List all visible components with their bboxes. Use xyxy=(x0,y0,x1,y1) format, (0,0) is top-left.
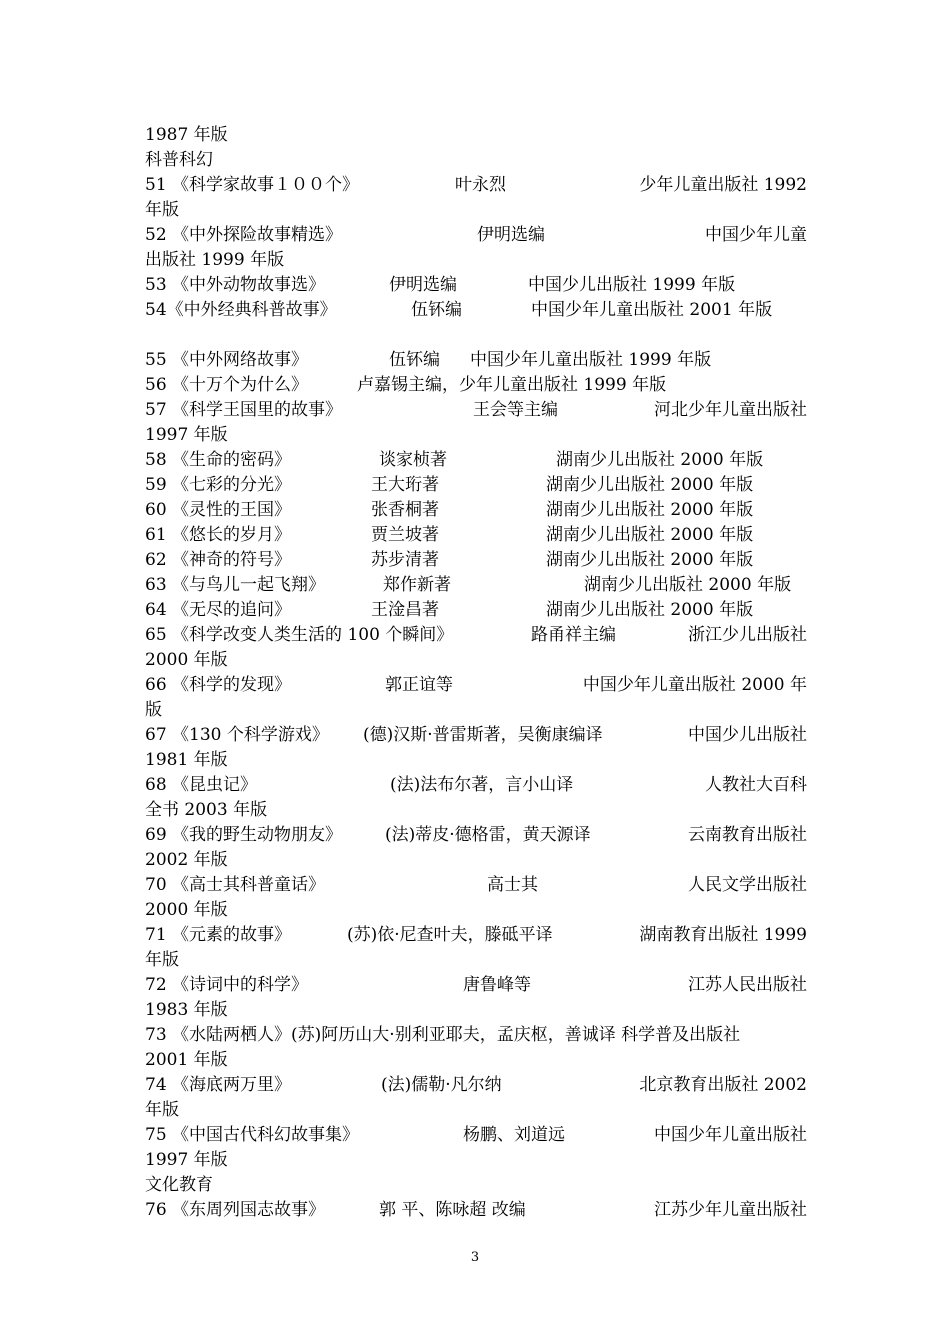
entry-publisher: 中国少年儿童出版社 xyxy=(654,1125,807,1145)
entry-title: 62 《神奇的符号》 xyxy=(145,550,292,570)
text-line xyxy=(145,373,807,398)
entry-title: 2002 年版 xyxy=(145,850,228,870)
entry-author: 伊明选编 xyxy=(389,275,457,295)
entry-title: 1997 年版 xyxy=(145,1150,228,1170)
entry-publisher: 少年儿童出版社 1992 xyxy=(639,175,807,195)
entry-title: 66 《科学的发现》 xyxy=(145,675,292,695)
entry-title: 2000 年版 xyxy=(145,900,228,920)
entry-title: 1997 年版 xyxy=(145,425,228,445)
entry-author: 伍钚编 xyxy=(411,300,462,320)
text-line xyxy=(145,1073,807,1098)
entry-author: (法)蒂皮·德格雷，黄天源译 xyxy=(385,825,591,845)
entry-title: 1987 年版 xyxy=(145,125,228,145)
text-line xyxy=(145,248,807,273)
text-line xyxy=(145,1173,807,1198)
entry-title: 56 《十万个为什么》 xyxy=(145,375,309,395)
entry-publisher: 江苏少年儿童出版社 xyxy=(654,1200,807,1220)
entry-title: 出版社 1999 年版 xyxy=(145,250,285,270)
entry-title: 65 《科学改变人类生活的 100 个瞬间》 xyxy=(145,625,454,645)
text-line xyxy=(145,848,807,873)
entry-title: 59 《七彩的分光》 xyxy=(145,475,292,495)
entry-title: 58 《生命的密码》 xyxy=(145,450,292,470)
entry-title: 55 《中外网络故事》 xyxy=(145,350,309,370)
text-line xyxy=(145,123,807,148)
text-line xyxy=(145,173,807,198)
text-line xyxy=(145,1123,807,1148)
entry-title: 版 xyxy=(145,700,162,720)
text-line xyxy=(145,148,807,173)
entry-author: (法)儒勒·凡尔纳 xyxy=(381,1075,502,1095)
text-line xyxy=(145,598,807,623)
entry-title: 68 《昆虫记》 xyxy=(145,775,258,795)
entry-publisher: 中国少年儿童出版社 2001 年版 xyxy=(531,300,773,320)
entry-title: 1983 年版 xyxy=(145,1000,228,1020)
entry-author: 叶永烈 xyxy=(455,175,506,195)
text-line xyxy=(145,723,807,748)
entry-publisher: 湖南少儿出版社 2000 年版 xyxy=(546,500,754,520)
entry-author: 高士其 xyxy=(487,875,538,895)
text-line xyxy=(145,948,807,973)
text-line xyxy=(145,1023,807,1048)
text-line xyxy=(145,298,807,323)
entry-title: 年版 xyxy=(145,1100,179,1120)
entry-author: 杨鹏、刘道远 xyxy=(463,1125,565,1145)
entry-author: 卢嘉锡主编，少年儿童出版社 1999 年版 xyxy=(357,375,667,395)
entry-author: 王大珩著 xyxy=(371,475,439,495)
entry-publisher: 湖南教育出版社 1999 xyxy=(639,925,807,945)
text-line xyxy=(145,273,807,298)
entry-title: 2001 年版 xyxy=(145,1050,228,1070)
entry-author: 谈家桢著 xyxy=(379,450,447,470)
entry-author: 张香桐著 xyxy=(371,500,439,520)
text-line xyxy=(145,773,807,798)
text-line xyxy=(145,523,807,548)
entry-publisher: 河北少年儿童出版社 xyxy=(654,400,807,420)
entry-publisher: 浙江少儿出版社 xyxy=(688,625,807,645)
entry-title: 51 《科学家故事１００个》 xyxy=(145,175,360,195)
entry-publisher: 江苏人民出版社 xyxy=(688,975,807,995)
entry-publisher: 人民文学出版社 xyxy=(688,875,807,895)
entry-publisher: 北京教育出版社 2002 xyxy=(639,1075,807,1095)
text-line xyxy=(145,448,807,473)
entry-publisher: 中国少年儿童出版社 2000 年 xyxy=(582,675,807,695)
text-line xyxy=(145,748,807,773)
text-line xyxy=(145,823,807,848)
text-line xyxy=(145,198,807,223)
entry-author: 王会等主编 xyxy=(473,400,558,420)
entry-author: 唐鲁峰等 xyxy=(463,975,531,995)
entry-author: 伊明选编 xyxy=(477,225,545,245)
text-line xyxy=(145,998,807,1023)
entry-publisher: 中国少儿出版社 1999 年版 xyxy=(528,275,736,295)
text-line xyxy=(145,223,807,248)
entry-title: 63 《与鸟儿一起飞翔》 xyxy=(145,575,326,595)
entry-publisher: 人教社大百科 xyxy=(705,775,807,795)
text-line xyxy=(145,548,807,573)
entry-title: 71 《元素的故事》 xyxy=(145,925,292,945)
entry-title: 全书 2003 年版 xyxy=(145,800,268,820)
entry-title: 57 《科学王国里的故事》 xyxy=(145,400,343,420)
entry-title: 文化教育 xyxy=(145,1175,213,1195)
entry-title: 75 《中国古代科幻故事集》 xyxy=(145,1125,360,1145)
text-line xyxy=(145,923,807,948)
page-number: 3 xyxy=(470,1250,480,1265)
entry-title: 64 《无尽的追问》 xyxy=(145,600,292,620)
entry-title: 70 《高士其科普童话》 xyxy=(145,875,326,895)
text-line xyxy=(145,798,807,823)
text-line xyxy=(145,873,807,898)
entry-publisher: 湖南少儿出版社 2000 年版 xyxy=(546,600,754,620)
entry-title: 60 《灵性的王国》 xyxy=(145,500,292,520)
text-line xyxy=(145,348,807,373)
entry-title: 67 《130 个科学游戏》 xyxy=(145,725,329,745)
entry-publisher: 湖南少儿出版社 2000 年版 xyxy=(556,450,764,470)
entry-author: 郭 平、陈咏超 改编 xyxy=(379,1200,526,1220)
text-line xyxy=(145,673,807,698)
text-line xyxy=(145,398,807,423)
entry-author: 伍钚编 xyxy=(389,350,440,370)
entry-title: 54《中外经典科普故事》 xyxy=(145,300,337,320)
entry-title: 年版 xyxy=(145,200,179,220)
entry-author: 苏步清著 xyxy=(371,550,439,570)
entry-title: 1981 年版 xyxy=(145,750,228,770)
entry-title: 科普科幻 xyxy=(145,150,213,170)
entry-publisher: 湖南少儿出版社 2000 年版 xyxy=(546,550,754,570)
text-line xyxy=(145,623,807,648)
text-line xyxy=(145,473,807,498)
entry-title: 61 《悠长的岁月》 xyxy=(145,525,292,545)
entry-publisher: 中国少年儿童 xyxy=(705,225,807,245)
entry-publisher: 中国少儿出版社 xyxy=(688,725,807,745)
entry-author: 郭正谊等 xyxy=(385,675,453,695)
text-line xyxy=(145,1198,807,1223)
entry-author: (苏)依·尼查叶夫，滕砥平译 xyxy=(347,925,553,945)
text-line xyxy=(145,1048,807,1073)
entry-publisher: 中国少年儿童出版社 1999 年版 xyxy=(470,350,712,370)
text-line xyxy=(145,498,807,523)
entry-author: 郑作新著 xyxy=(383,575,451,595)
entry-title: 2000 年版 xyxy=(145,650,228,670)
entry-title: 76 《东周列国志故事》 xyxy=(145,1200,326,1220)
entry-author: 王淦昌著 xyxy=(371,600,439,620)
text-line xyxy=(145,423,807,448)
text-line xyxy=(145,573,807,598)
text-line xyxy=(145,898,807,923)
entry-title: 52 《中外探险故事精选》 xyxy=(145,225,343,245)
entry-title: 53 《中外动物故事选》 xyxy=(145,275,326,295)
entry-publisher: 湖南少儿出版社 2000 年版 xyxy=(546,525,754,545)
entry-author: 贾兰坡著 xyxy=(371,525,439,545)
entry-publisher: 云南教育出版社 xyxy=(688,825,807,845)
text-line xyxy=(145,648,807,673)
entry-publisher: 湖南少儿出版社 2000 年版 xyxy=(546,475,754,495)
text-line xyxy=(145,1098,807,1123)
entry-author: (德)汉斯·普雷斯著，吴衡康编译 xyxy=(363,725,603,745)
entry-publisher: 湖南少儿出版社 2000 年版 xyxy=(584,575,792,595)
entry-title: 73 《水陆两栖人》(苏)阿历山大·别利亚耶夫，孟庆枢，善诚译 科学普及出版社 xyxy=(145,1025,741,1045)
text-line xyxy=(145,1148,807,1173)
entry-title: 年版 xyxy=(145,950,179,970)
entry-title: 69 《我的野生动物朋友》 xyxy=(145,825,343,845)
text-line xyxy=(145,973,807,998)
entry-author: 路甬祥主编 xyxy=(531,625,616,645)
text-line xyxy=(145,698,807,723)
entry-author: (法)法布尔著，言小山译 xyxy=(390,775,574,795)
entry-title: 72 《诗词中的科学》 xyxy=(145,975,309,995)
entry-title: 74 《海底两万里》 xyxy=(145,1075,292,1095)
